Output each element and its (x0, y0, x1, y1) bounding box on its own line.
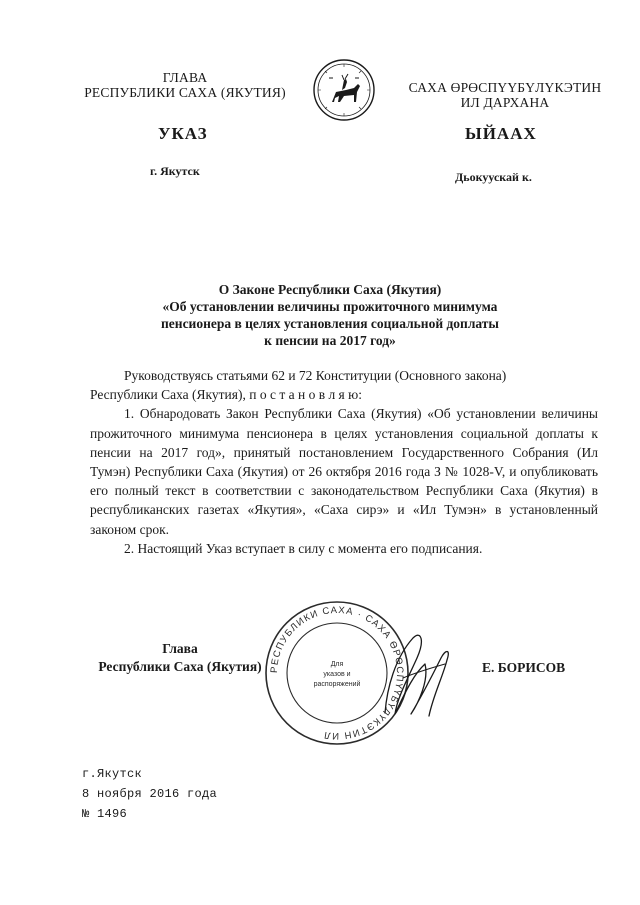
issue-city-sakha: Дьокуускай к. (455, 170, 532, 184)
body-intro-line: Руководствуясь статьями 62 и 72 Конституции (Основного закона) (124, 368, 507, 383)
coat-of-arms-emblem (312, 58, 376, 122)
header-left-line: РЕСПУБЛИКИ САХА (ЯКУТИЯ) (84, 85, 286, 100)
document-kind-sakha: ЫЙААХ (465, 124, 537, 143)
title-line: пенсионера в целях установления социальной доплаты (161, 316, 499, 331)
title-line: к пенсии на 2017 год» (264, 333, 396, 348)
body-intro-line: Республики Саха (Якутия), п о с т а н о в л я ю: (90, 387, 362, 403)
signatory-name: Е. БОРИСОВ (482, 660, 566, 675)
handwritten-signature (355, 618, 465, 728)
stamp-center-line: Для (330, 661, 344, 668)
signatory-title-line: Глава (162, 641, 198, 656)
issue-city-ru: г. Якутск (150, 164, 200, 178)
document-title (90, 281, 570, 349)
document-kind-ru: УКАЗ (158, 124, 208, 143)
document-body (90, 366, 598, 558)
header-right-authority (385, 80, 625, 110)
title-line: «Об установлении величины прожиточного минимума (162, 299, 498, 314)
header-right-line: ИЛ ДАРХАНА (460, 95, 550, 110)
footer-number: № 1496 (82, 807, 128, 821)
footer-date: 8 ноября 2016 года (82, 787, 218, 801)
signatory-title (85, 640, 275, 676)
title-line: О Законе Республики Саха (Якутия) (218, 282, 442, 297)
stamp-center-line: указов и (323, 671, 351, 678)
header-right-line: САХА ӨРӨСПҮҮБҮЛҮКЭТИН (408, 80, 602, 95)
header-left-line: ГЛАВА (162, 70, 208, 85)
body-item-2: 2. Настоящий Указ вступает в силу с момента его подписания. (124, 540, 483, 556)
signatory-title-line: Республики Саха (Якутия) (98, 659, 262, 674)
stamp-ring-text: РЕСПУБЛИКИ САХА · САХА ӨРӨСПҮҮБҮЛҮКЭТИН ИЛ (268, 604, 406, 742)
document-footer (82, 764, 217, 824)
header-left-authority (70, 70, 300, 100)
stamp-center-line: распоряжений (313, 681, 361, 688)
body-item-1: 1. Обнародовать Закон Республики Саха (Якутия) «Об установлении величины прожиточного минимума пенсионера в целях установления социальной доплаты к пенсии на 2017 год», принятый постановлением Государственного Собрания (Ил Тумэн) Республики Саха (Якутия) от 26 октября 2016 года З № 1028-V, и опубликовать его полный текст в соответствии с законодательством Республики Саха (Якутия) в республиканских газетах «Якутия», «Саха сирэ» и «Ил Тумэн» в установленный законом срок. (90, 406, 598, 537)
footer-city: г.Якутск (82, 767, 143, 781)
